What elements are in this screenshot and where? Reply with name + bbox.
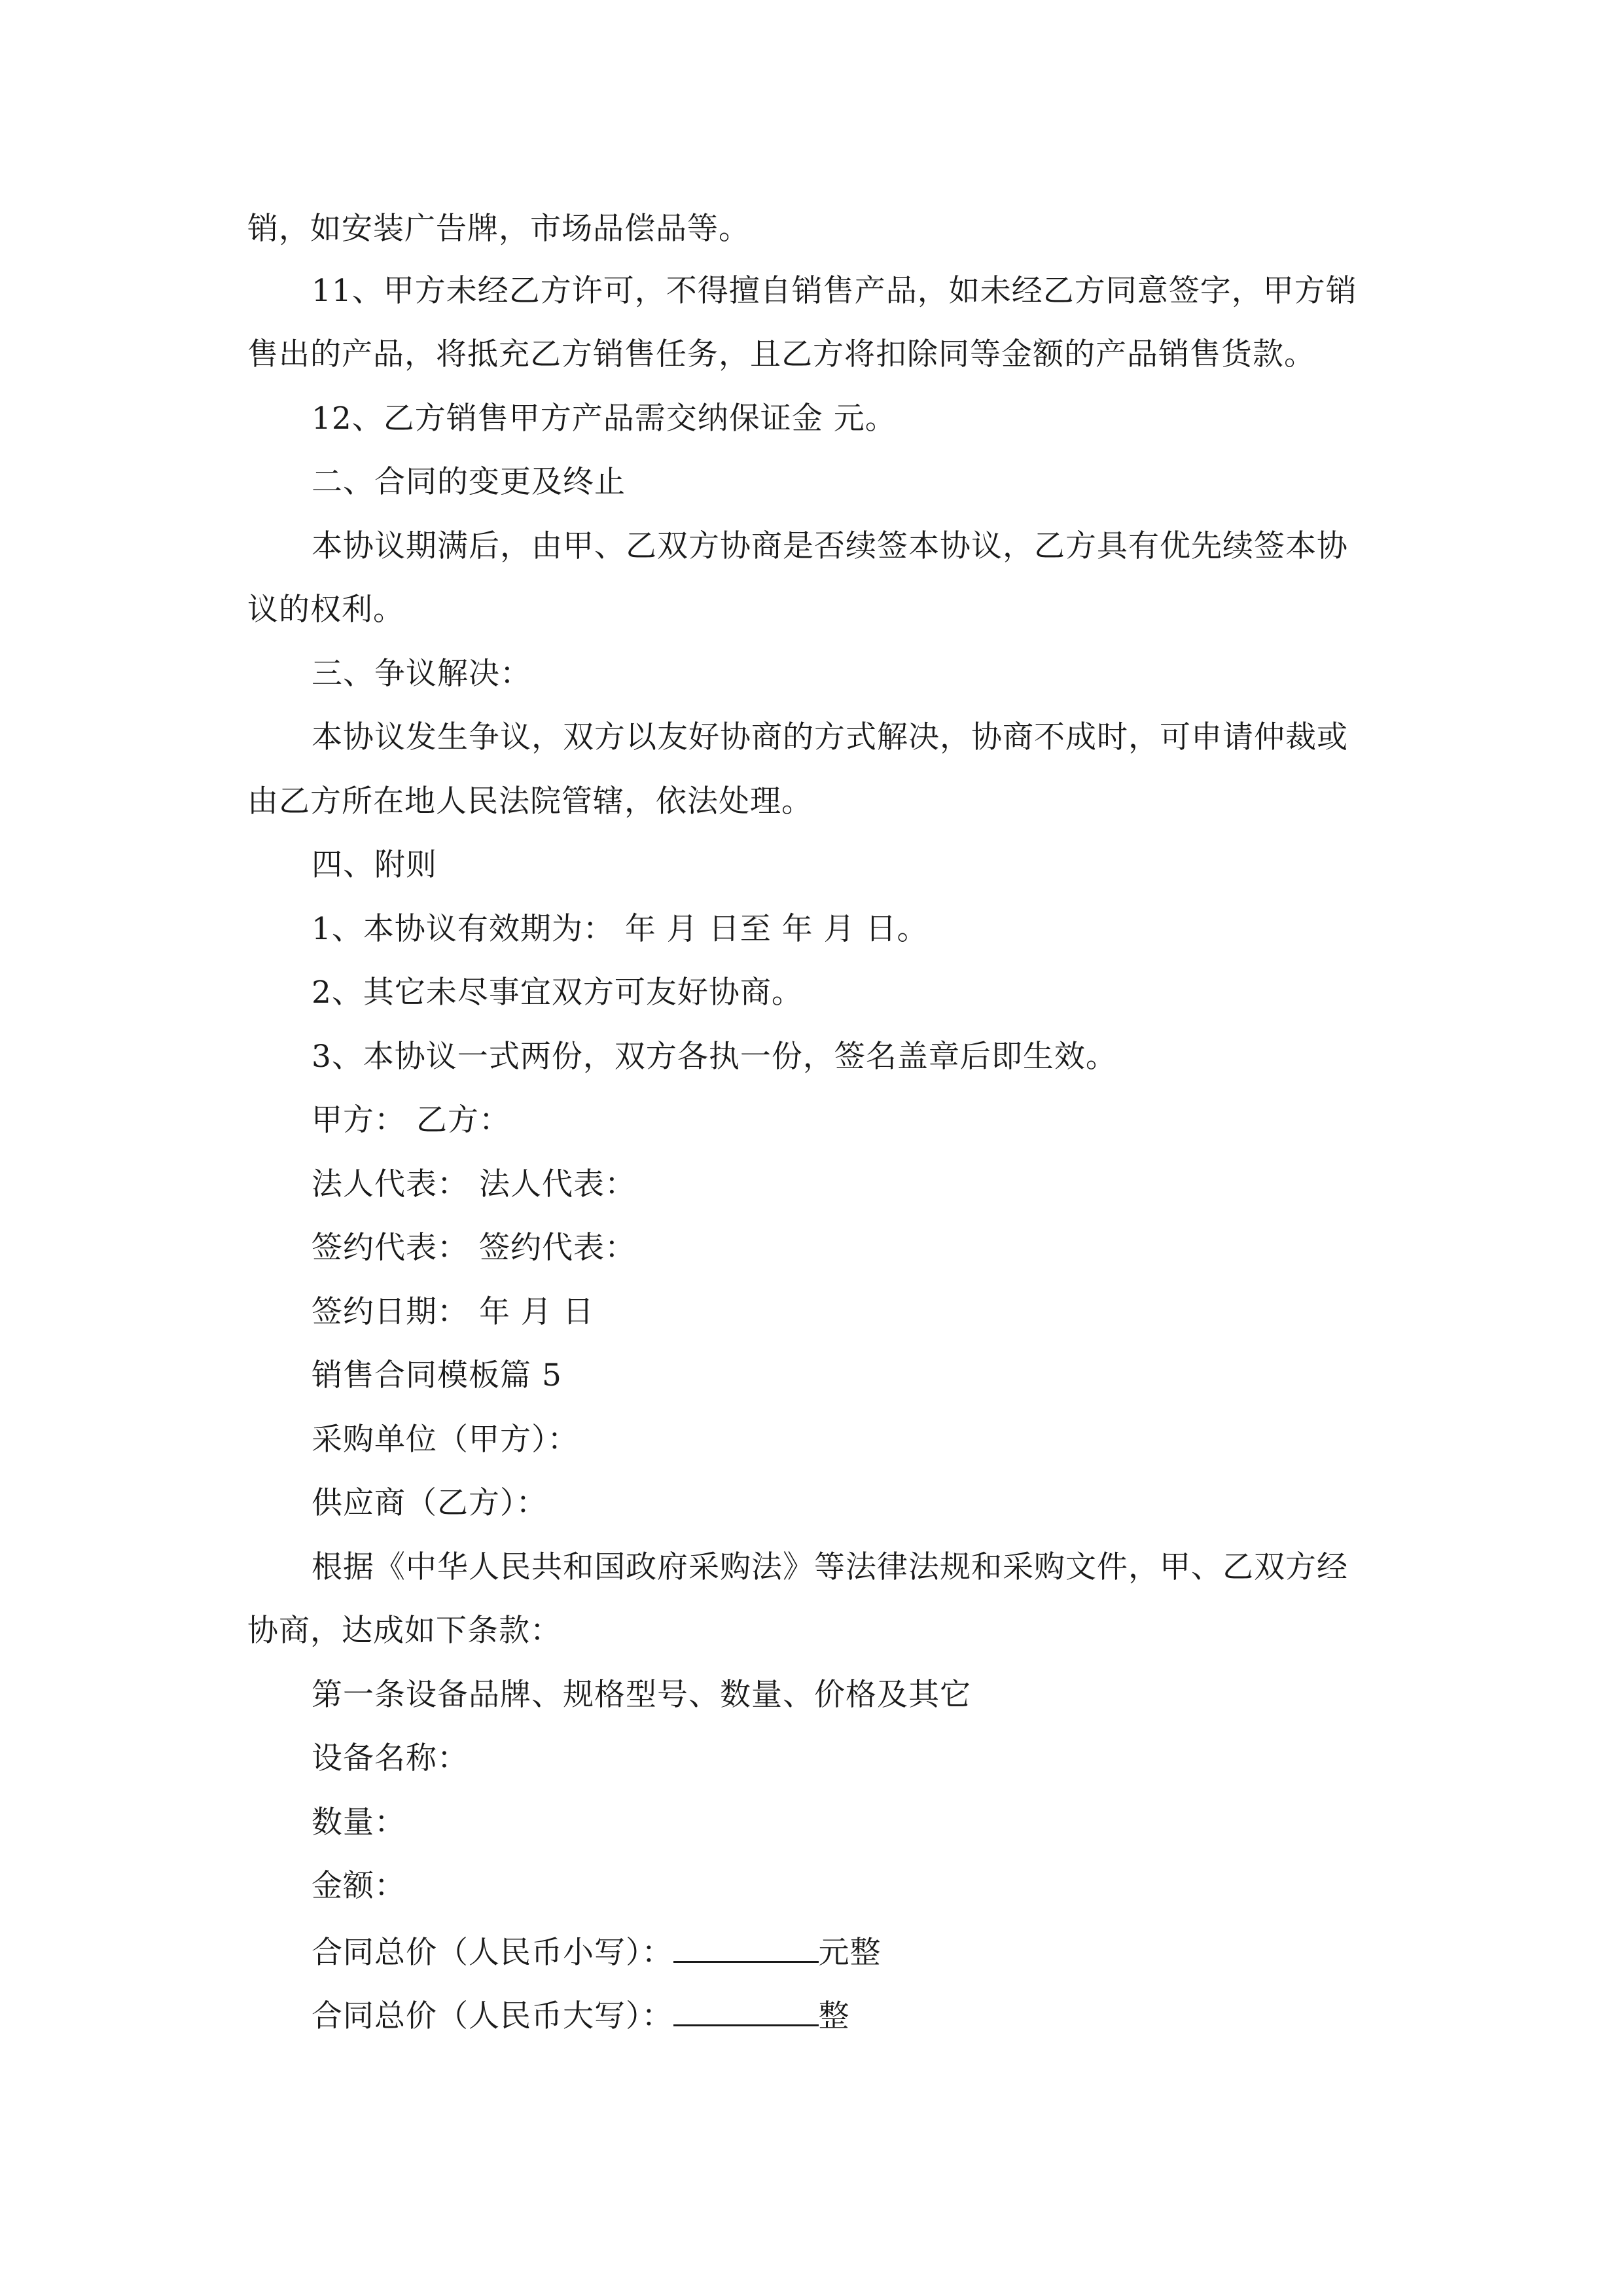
paragraph-line: 协商，达成如下条款：	[247, 1613, 562, 1649]
total-price-small-line	[312, 1931, 1450, 1970]
clause-11-line-2: 售出的产品，将抵充乙方销售任务，且乙方将扣除同等金额的产品销售货款。	[247, 336, 1315, 372]
clause-other: 2、其它未尽事宜双方可友好协商。	[312, 975, 803, 1011]
signature-date: 签约日期： 年 月 日	[312, 1294, 594, 1330]
supplier-line: 供应商（乙方）：	[312, 1485, 548, 1521]
total-price-small-label: 合同总价（人民币小写）：	[312, 1935, 673, 1971]
section-heading-3: 三、争议解决：	[312, 656, 531, 692]
clause-copies: 3、本协议一式两份，双方各执一份，签名盖章后即生效。	[312, 1039, 1117, 1075]
quantity-line: 数量：	[312, 1804, 406, 1840]
section-title: 销售合同模板篇 5	[312, 1357, 562, 1393]
buyer-line: 采购单位（甲方）：	[312, 1422, 579, 1458]
total-price-big-line	[312, 1994, 1450, 2034]
paragraph-line: 根据《中华人民共和国政府采购法》等法律法规和采购文件，甲、乙双方经	[312, 1549, 1348, 1585]
signature-legal-rep: 法人代表： 法人代表：	[312, 1166, 636, 1202]
paragraph-line: 本协议期满后，由甲、乙双方协商是否续签本协议，乙方具有优先续签本协	[312, 528, 1348, 564]
section-heading-4: 四、附则	[312, 847, 437, 883]
section-heading-2: 二、合同的变更及终止	[312, 464, 626, 500]
paragraph-line: 由乙方所在地人民法院管辖，依法处理。	[247, 783, 813, 819]
clause-11-line-1: 11、甲方未经乙方许可，不得擅自销售产品，如未经乙方同意签字，甲方销	[312, 273, 1357, 309]
total-price-big-suffix: 整	[818, 1998, 850, 2034]
clause-validity: 1、本协议有效期为： 年 月 日至 年 月 日。	[312, 911, 929, 947]
signature-signing-rep: 签约代表： 签约代表：	[312, 1230, 636, 1266]
paragraph-line: 销，如安装广告牌，市场品偿品等。	[247, 211, 750, 247]
signature-parties: 甲方： 乙方：	[312, 1102, 510, 1138]
total-price-big-label: 合同总价（人民币大写）：	[312, 1998, 673, 2034]
total-price-small-suffix: 元整	[818, 1935, 882, 1971]
amount-line: 金额：	[312, 1868, 406, 1904]
total-price-small-blank	[673, 1931, 819, 1963]
total-price-big-blank	[673, 1994, 819, 2026]
paragraph-line: 本协议发生争议，双方以友好协商的方式解决，协商不成时，可申请仲裁或	[312, 719, 1348, 755]
equipment-name-line: 设备名称：	[312, 1740, 469, 1776]
clause-12: 12、乙方销售甲方产品需交纳保证金 元。	[312, 401, 897, 437]
article-1-heading: 第一条设备品牌、规格型号、数量、价格及其它	[312, 1677, 971, 1713]
paragraph-line: 议的权利。	[247, 592, 404, 628]
